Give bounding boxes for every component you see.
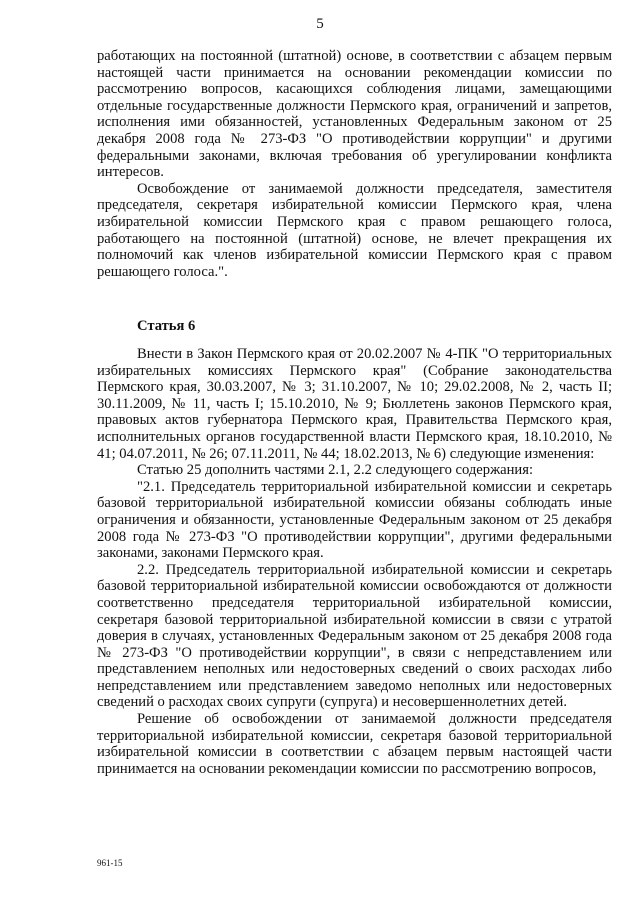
article-heading: Статья 6 (137, 318, 196, 334)
paragraph-1: работающих на постоянной (штатной) основе, в соответствии с абзацем первым настоящей части принимается на основании рекомендации комиссии по рассмотрению вопросов, касающихся соблюдения лицами, замещающими отдельные государственные должности Пермского края, ограничений и запретов, исполнения ими обязанностей, установленных Федеральным законом от 25 декабря 2008 года № 273-ФЗ "О противодействии коррупции" и другими федеральными законами, включая требования об урегулировании конфликта интересов. (97, 48, 612, 181)
paragraph-5: "2.1. Председатель территориальной избирательной комиссии и секретарь базовой территориальной избирательной комиссии обязаны соблюдать иные ограничения и обязанности, установленные Федеральным законом от 25 декабря 2008 года № 273-ФЗ "О противодействии коррупции", другими федеральными законами, законами Пермского края. (97, 478, 612, 562)
paragraph-2: Освобождение от занимаемой должности председателя, заместителя председателя, секретаря избирательной комиссии Пермского края, члена избирательной комиссии Пермского края с правом решающего голоса, работающего на постоянной (штатной) основе, не влечет прекращения их полномочий как членов избирательной комиссии Пермского края с правом решающего голоса.". (97, 180, 612, 280)
paragraph-3: Внести в Закон Пермского края от 20.02.2007 № 4-ПК "О территориальных избирательных комиссиях Пермского края" (Собрание законодательства Пермского края, 30.03.2007, № 3; 31.10.2007, № 10; 29.02.2008, № 2, часть II; 30.11.2009, № 11, часть I; 15.10.2010, № 9; Бюллетень законов Пермского края, правовых актов губернатора Пермского края, Правительства Пермского края, исполнительных органов государственной власти Пермского края, 18.10.2010, № 41; 04.07.2011, № 26; 07.11.2011, № 44; 18.02.2013, № 6) следующие изменения: (97, 346, 612, 462)
paragraph-6: 2.2. Председатель территориальной избирательной комиссии и секретарь базовой территориальной избирательной комиссии освобождаются от должности соответственно председателя территориальной избирательной комиссии, секретаря базовой территориальной избирательной комиссии в связи с утратой доверия в случаях, установленных Федеральным законом от 25 декабря 2008 года № 273-ФЗ "О противодействии коррупции", в связи с непредставлением или представлением неполных или недостоверных сведений о своих расходах либо непредставлением или представлением заведомо неполных или недостоверных сведений о расходах своих супруги (супруга) и несовершеннолетних детей. (97, 561, 612, 711)
block-heading (97, 318, 612, 335)
paragraph-4: Статью 25 дополнить частями 2.1, 2.2 следующего содержания: (137, 462, 534, 479)
block-top (97, 48, 612, 280)
block-body (97, 346, 612, 777)
page-number: 5 (316, 16, 324, 32)
paragraph-7: Решение об освобождении от занимаемой должности председателя территориальной избирательной комиссии, секретаря базовой территориальной избирательной комиссии в соответствии с абзацем первым настоящей части принимается на основании рекомендации комиссии по рассмотрению вопросов, (97, 711, 612, 777)
footer-code: 961-15 (97, 858, 123, 868)
